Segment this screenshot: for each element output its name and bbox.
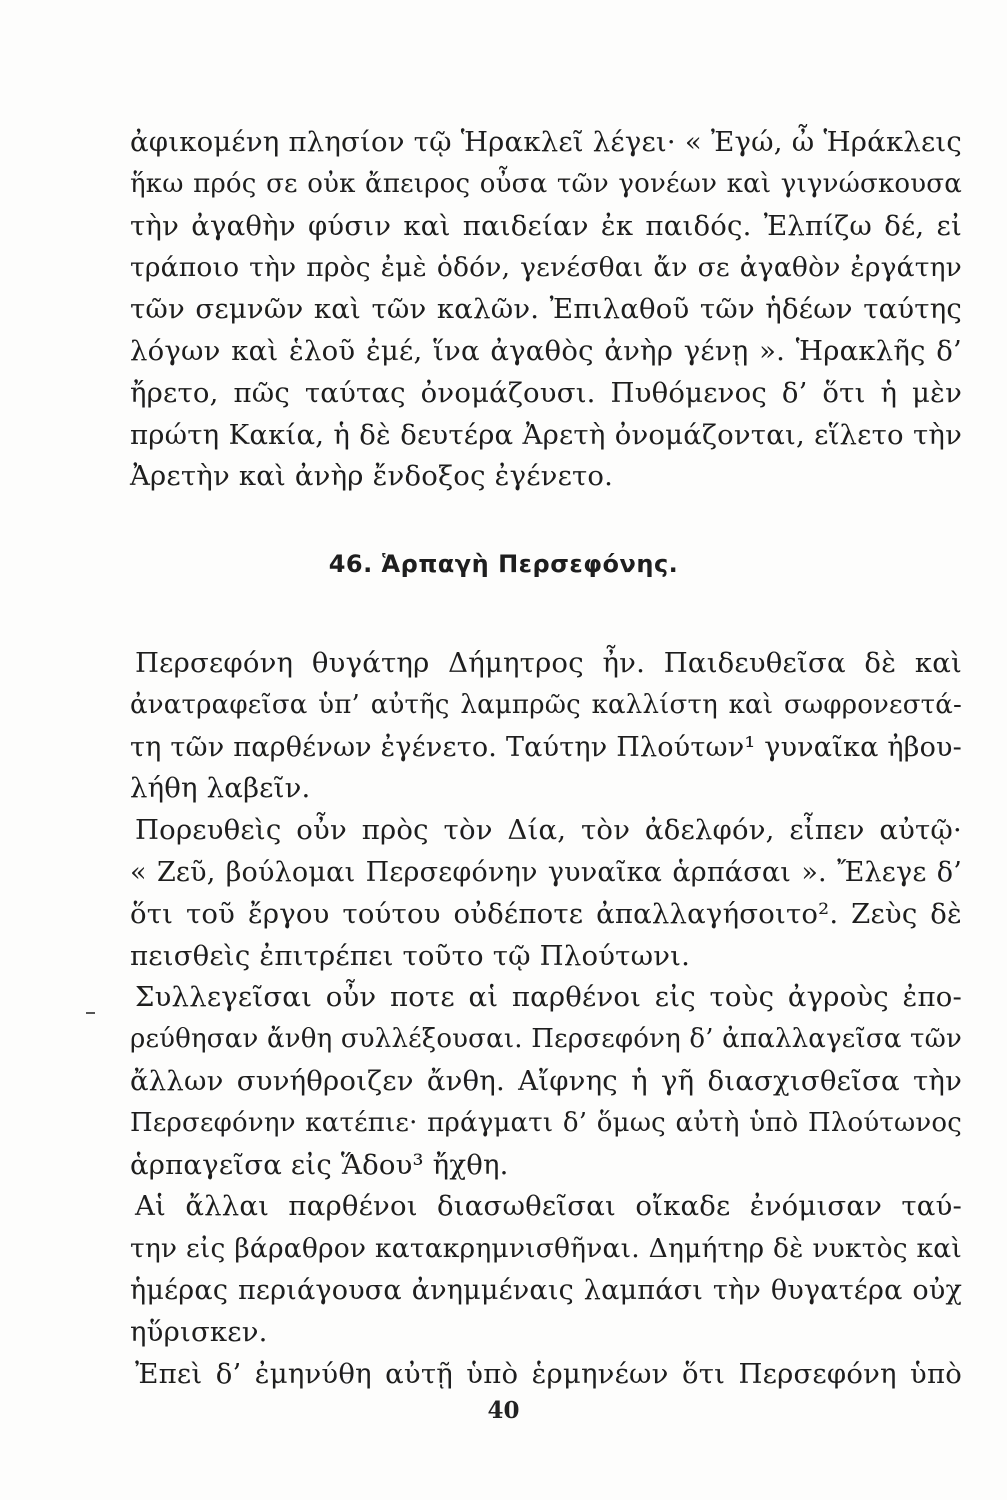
- text-line: Ἀρετὴν καὶ ἀνὴρ ἔνδοξος ἐγένετο.: [130, 460, 614, 493]
- text-line: τὴν ἀγαθὴν φύσιν καὶ παιδείαν ἐκ παιδός. Ἐλπίζω δέ, εἰ: [130, 209, 962, 242]
- text-line: ηὕρισκεν.: [130, 1315, 268, 1348]
- text-line: ἥκω πρός σε οὐκ ἄπειρος οὖσα τῶν γονέων καὶ γιγνώσκουσα: [130, 168, 962, 199]
- text-line: ὅτι τοῦ ἔργου τούτου οὐδέποτε ἀπαλλαγήσοιτο². Ζεὺς δὲ: [130, 897, 962, 930]
- text-line: πεισθεὶς ἐπιτρέπει τοῦτο τῷ Πλούτωνι.: [130, 939, 691, 972]
- text-line: Περσεφόνη θυγάτηρ Δήμητρος ἦν. Παιδευθεῖσα δὲ καὶ: [135, 647, 962, 679]
- paragraph-continuation: [130, 122, 962, 498]
- text-line: ἀνατραφεῖσα ὑπ’ αὐτῆς λαμπρῶς καλλίστη καὶ σωφρονεστά-: [130, 689, 962, 720]
- text-line: ἡμέρας περιάγουσα ἀνημμέναις λαμπάσι τὴν θυγατέρα οὐχ: [130, 1274, 962, 1306]
- text-line: Αἱ ἄλλαι παρθένοι διασωθεῖσαι οἴκαδε ἐνόμισαν ταύ-: [135, 1190, 962, 1223]
- text-line: ἄλλων συνήθροιζεν ἄνθη. Αἴφνης ἡ γῆ διασχισθεῖσα τὴν: [130, 1064, 962, 1097]
- text-line: Περσεφόνην κατέπιε· πράγματι δ’ ὅμως αὐτὴ ὑπὸ Πλούτωνος: [130, 1107, 962, 1138]
- text-line: Συλλεγεῖσαι οὖν ποτε αἱ παρθένοι εἰς τοὺς ἀγροὺς ἐπο-: [135, 981, 962, 1014]
- section-body: [130, 643, 962, 1395]
- page-number: 40: [487, 1397, 520, 1424]
- text-line: τῶν σεμνῶν καὶ τῶν καλῶν. Ἐπιλαθοῦ τῶν ἡδέων ταύτης: [130, 293, 962, 326]
- text-line: λόγων καὶ ἑλοῦ ἐμέ, ἵνα ἀγαθὸς ἀνὴρ γένῃ ». Ἡρακλῆς δ’: [130, 334, 962, 367]
- text-line: ρεύθησαν ἄνθη συλλέξουσαι. Περσεφόνη δ’ ἀπαλλαγεῖσα τῶν: [130, 1024, 963, 1055]
- text-line: τράποιο τὴν πρὸς ἐμὲ ὁδόν, γενέσθαι ἄν σε ἀγαθὸν ἐργάτην: [130, 252, 962, 284]
- text-line: λήθη λαβεῖν.: [130, 772, 311, 805]
- margin-mark: [86, 1012, 95, 1014]
- text-line: « Ζεῦ, βούλομαι Περσεφόνην γυναῖκα ἁρπάσαι ». Ἔλεγε δ’: [130, 856, 962, 888]
- text-line: ἀφικομένη πλησίον τῷ Ἡρακλεῖ λέγει· « Ἐγώ, ὦ Ἡράκλεις: [130, 126, 962, 158]
- text-line: Ἐπεὶ δ’ ἐμηνύθη αὐτῇ ὑπὸ ἑρμηνέων ὅτι Περσεφόνη ὑπὸ: [135, 1357, 962, 1390]
- text-line: ἁρπαγεῖσα εἰς Ἅδου³ ἤχθη.: [130, 1148, 509, 1181]
- text-line: πρώτη Κακία, ἡ δὲ δευτέρα Ἀρετὴ ὀνομάζονται, εἵλετο τὴν: [130, 418, 962, 451]
- text-line: Πορευθεὶς οὖν πρὸς τὸν Δία, τὸν ἀδελφόν, εἶπεν αὐτῷ·: [135, 814, 962, 847]
- section-heading: 46. Ἁρπαγὴ Περσεφόνης.: [328, 550, 679, 578]
- text-line: τη τῶν παρθένων ἐγένετο. Ταύτην Πλούτων¹ γυναῖκα ἠβου-: [130, 731, 962, 763]
- text-line: ἤρετο, πῶς ταύτας ὀνομάζουσι. Πυθόμενος δ’ ὅτι ἡ μὲν: [130, 376, 962, 409]
- text-line: την εἰς βάραθρον κατακρημνισθῆναι. Δημήτηρ δὲ νυκτὸς καὶ: [130, 1233, 962, 1265]
